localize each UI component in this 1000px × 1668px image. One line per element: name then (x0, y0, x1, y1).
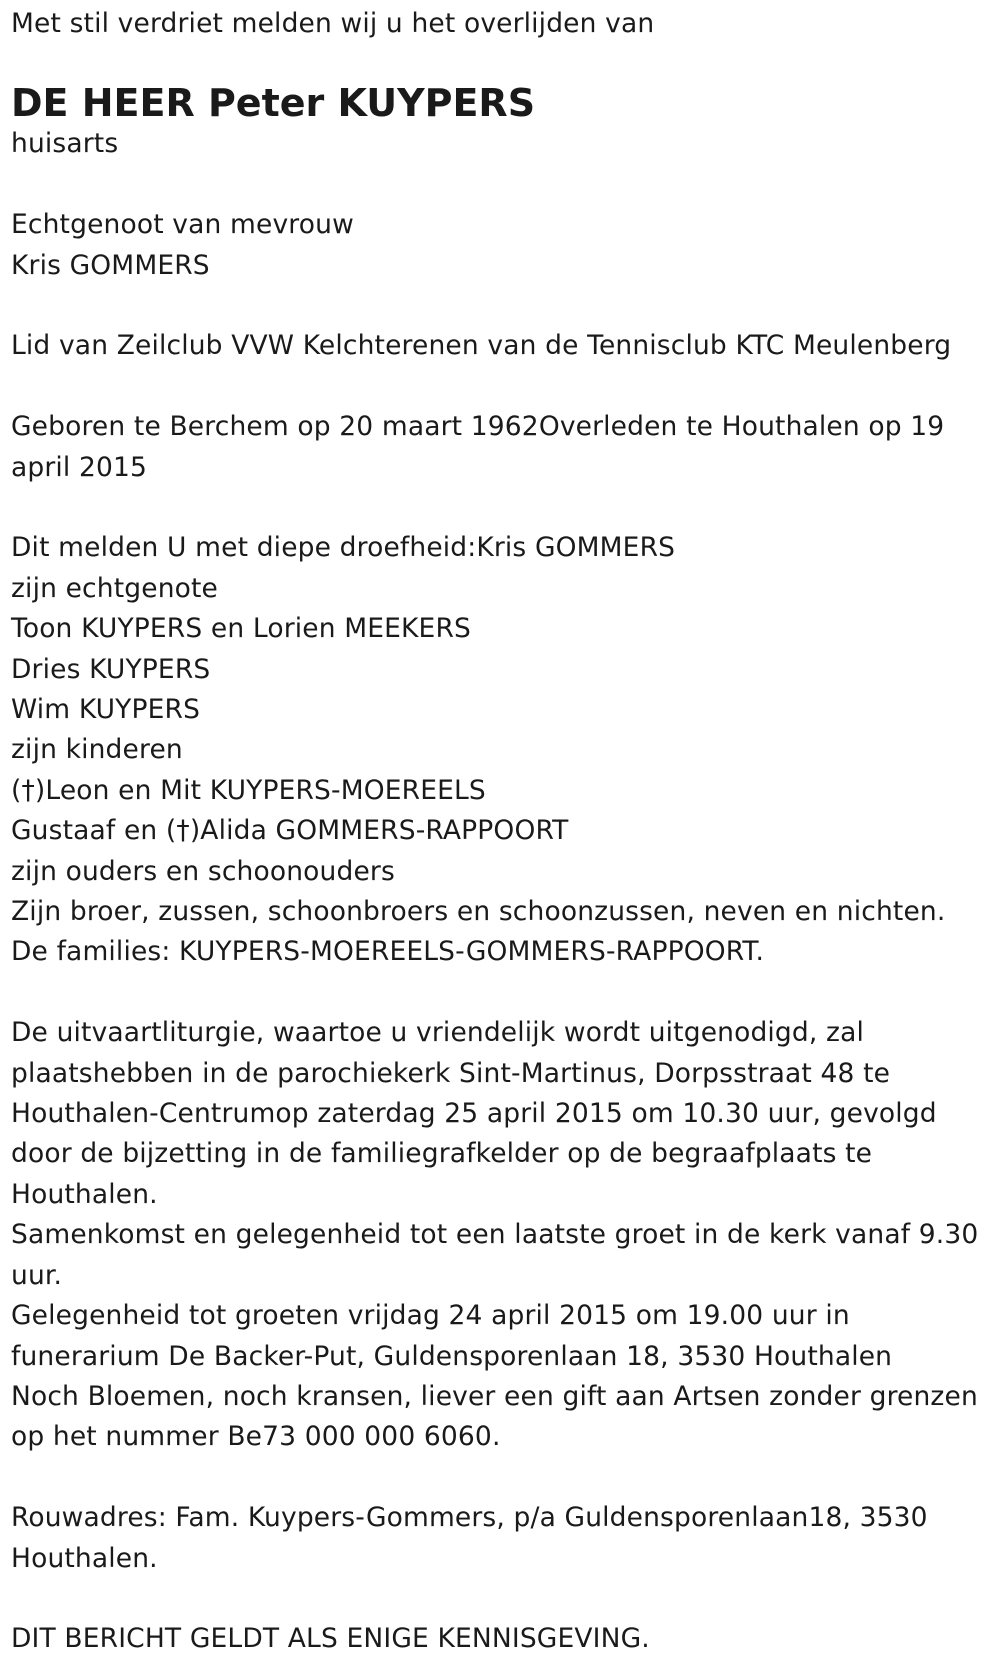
address-section (11, 1498, 989, 1579)
family-line: Toon KUYPERS en Lorien MEEKERS (11, 613, 471, 645)
closing-text: DIT BERICHT GELDT ALS ENIGE KENNISGEVING. (11, 1623, 650, 1655)
ceremony-line: op het nummer Be73 000 000 6060. (11, 1421, 501, 1453)
family-line: De families: KUYPERS-MOEREELS-GOMMERS-RAPPOORT. (11, 936, 765, 968)
address-line: Rouwadres: Fam. Kuypers-Gommers, p/a Guldensporenlaan18, 3530 (11, 1502, 928, 1534)
membership-section (11, 326, 989, 366)
ceremony-line: door de bijzetting in de familiegrafkelder op de begraafplaats te (11, 1138, 873, 1170)
family-line: Dit melden U met diepe droefheid:Kris GOMMERS (11, 532, 676, 564)
profession: huisarts (11, 128, 119, 160)
ceremony-line: De uitvaartliturgie, waartoe u vriendelijk wordt uitgenodigd, zal (11, 1017, 864, 1049)
spouse-label: Echtgenoot van mevrouw (11, 209, 354, 241)
intro-text: Met stil verdriet melden wij u het overlijden van (11, 8, 655, 39)
ceremony-section (11, 1013, 989, 1457)
ceremony-line: plaatshebben in de parochiekerk Sint-Martinus, Dorpsstraat 48 te (11, 1057, 891, 1089)
spouse-section (11, 205, 989, 286)
family-line: Dries KUYPERS (11, 653, 211, 685)
family-line: Wim KUYPERS (11, 694, 201, 726)
dates-section (11, 407, 989, 488)
family-line: zijn ouders en schoonouders (11, 855, 395, 887)
family-line: (†)Leon en Mit KUYPERS-MOEREELS (11, 774, 486, 806)
ceremony-line: uur. (11, 1259, 63, 1291)
family-section (11, 528, 989, 972)
obituary-notice (0, 4, 1000, 1660)
dates-line: Geboren te Berchem op 20 maart 1962Overleden te Houthalen op 19 (11, 411, 945, 443)
dates-line: april 2015 (11, 451, 148, 483)
ceremony-line: Houthalen. (11, 1178, 158, 1210)
closing-section (11, 1619, 989, 1659)
ceremony-line: Noch Bloemen, noch kransen, liever een gift aan Artsen zonder grenzen (11, 1380, 978, 1412)
family-line: Zijn broer, zussen, schoonbroers en schoonzussen, neven en nichten. (11, 896, 946, 928)
family-line: zijn kinderen (11, 734, 183, 766)
family-line: zijn echtgenote (11, 572, 218, 604)
ceremony-line: Samenkomst en gelegenheid tot een laatste groet in de kerk vanaf 9.30 (11, 1219, 979, 1251)
ceremony-line: funerarium De Backer-Put, Guldensporenlaan 18, 3530 Houthalen (11, 1340, 893, 1372)
family-line: Gustaaf en (†)Alida GOMMERS-RAPPOORT (11, 815, 569, 847)
deceased-name: DE HEER Peter KUYPERS (11, 81, 536, 126)
ceremony-line: Gelegenheid tot groeten vrijdag 24 april 2015 om 19.00 uur in (11, 1300, 850, 1332)
spouse-name: Kris GOMMERS (11, 249, 210, 281)
ceremony-line: Houthalen-Centrumop zaterdag 25 april 2015 om 10.30 uur, gevolgd (11, 1098, 937, 1130)
membership-text: Lid van Zeilclub VVW Kelchterenen van de Tennisclub KTC Meulenberg (11, 330, 952, 362)
address-line: Houthalen. (11, 1542, 158, 1574)
